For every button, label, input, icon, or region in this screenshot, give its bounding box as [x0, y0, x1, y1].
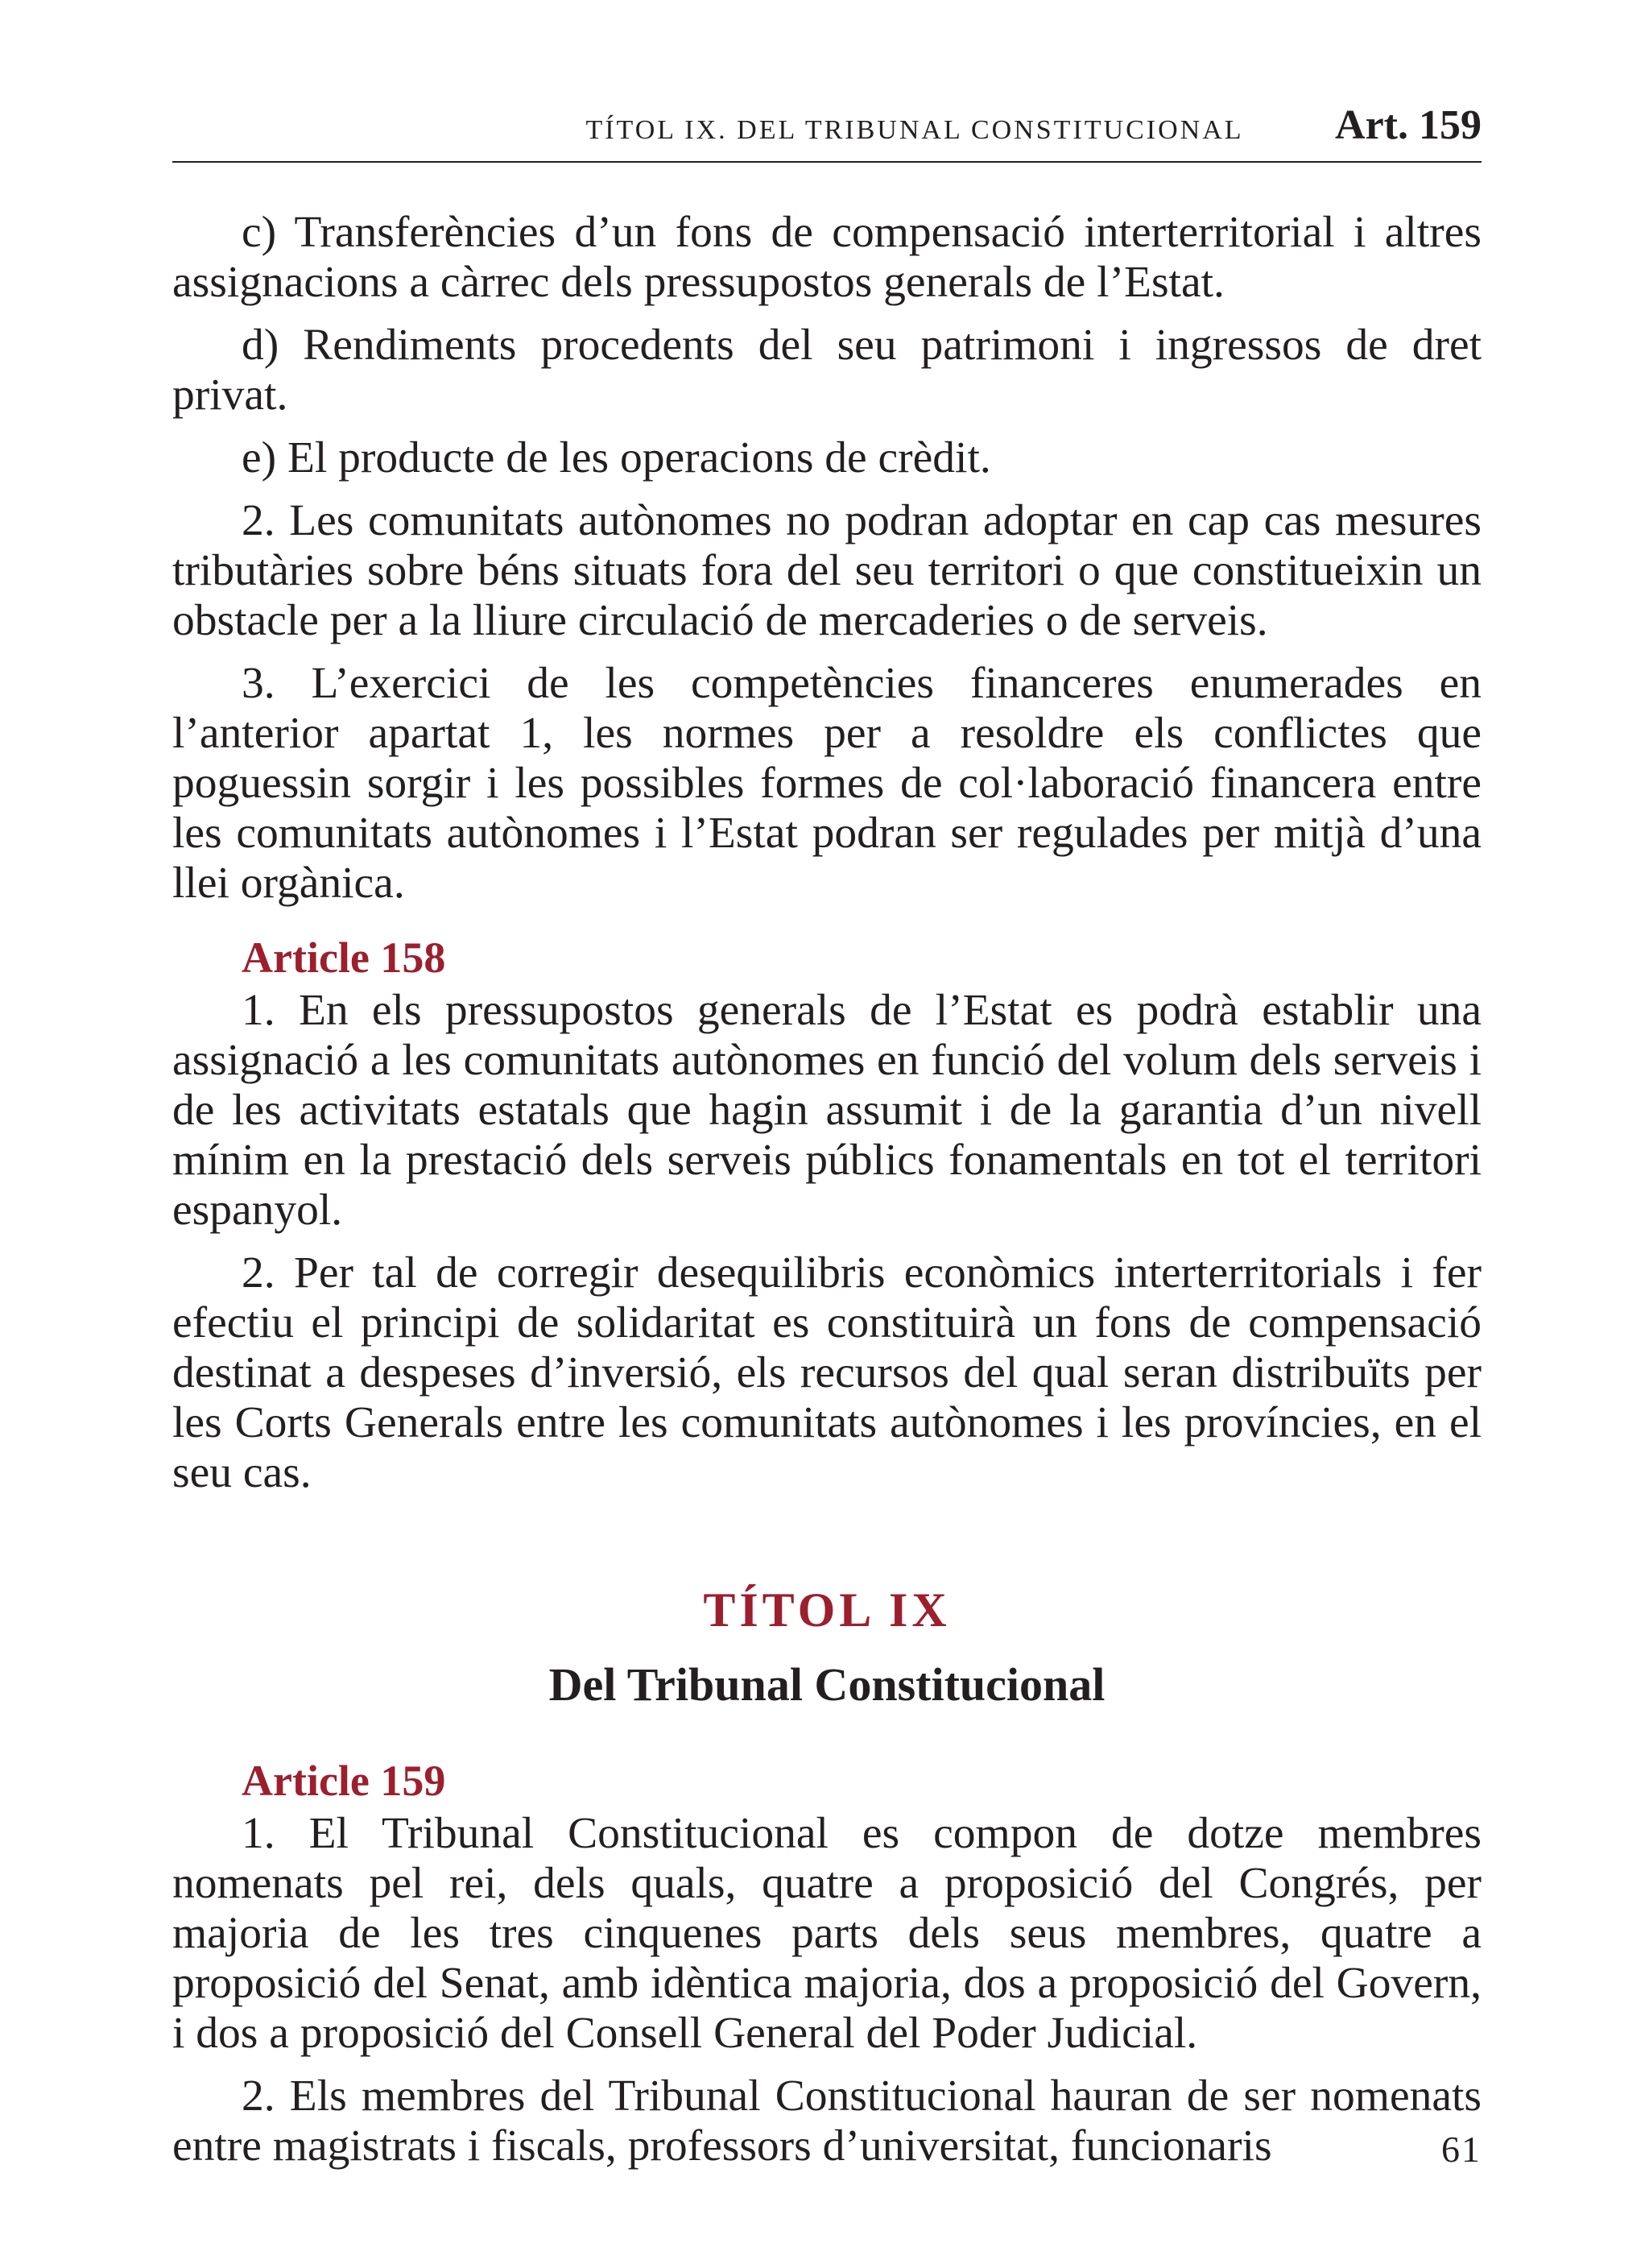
- body-text: [172, 208, 1482, 2184]
- paragraph: 1. En els pressupostos generals de l’Estat es podrà establir una assignació a les comunitats autònomes en funció del volum dels serveis i de les activitats estatals que hagin assumit i de la garantia d’un nivell mínim en la prestació dels serveis públics fonamentals en tot el territori espanyol.: [172, 986, 1482, 1235]
- paragraph: d) Rendiments procedents del seu patrimoni i ingressos de dret privat.: [172, 321, 1482, 420]
- article-reference: Art. 159: [1335, 102, 1482, 148]
- running-head: TÍTOL IX. DEL TRIBUNAL CONSTITUCIONAL: [585, 115, 1244, 145]
- article-158-heading: Article 158: [242, 933, 446, 982]
- article-159-heading: Article 159: [242, 1757, 446, 1805]
- paragraph: 3. L’exercici de les competències financeres enumerades en l’anterior apartat 1, les normes per a resoldre els conflictes que poguessin sorgir i les possibles formes de col·laboració financera entre les comunitats autònomes i l’Estat podran ser regulades per mitjà d’una llei orgànica.: [172, 659, 1482, 908]
- title-subheading: Del Tribunal Constitucional: [548, 1658, 1106, 1711]
- title-heading: TÍTOL IX: [703, 1583, 951, 1637]
- paragraph: e) El producte de les operacions de crèdit.: [242, 433, 991, 482]
- paragraph: 2. Les comunitats autònomes no podran adoptar en cap cas mesures tributàries sobre béns situats fora del seu territori o que constitueixin un obstacle per a la lliure circulació de mercaderies o de serveis.: [172, 496, 1482, 645]
- page-number: 61: [1441, 2129, 1482, 2170]
- paragraph: 1. El Tribunal Constitucional es compon de dotze membres nomenats pel rei, dels quals, quatre a proposició del Congrés, per majoria de les tres cinquenes parts dels seus membres, quatre a proposició del Senat, amb idèntica majoria, dos a proposició del Govern, i dos a proposició del Consell General del Poder Judicial.: [172, 1809, 1482, 2058]
- title-block: [172, 1582, 1482, 1714]
- page-header: [172, 100, 1482, 163]
- paragraph: c) Transferències d’un fons de compensació interterritorial i altres assignacions a càrrec dels pressupostos generals de l’Estat.: [172, 208, 1482, 307]
- paragraph: 2. Els membres del Tribunal Constitucional hauran de ser nomenats entre magistrats i fiscals, professors d’universitat, funcionaris: [172, 2071, 1482, 2171]
- paragraph: 2. Per tal de corregir desequilibris econòmics interterritorials i fer efectiu el principi de solidaritat es constituirà un fons de compensació destinat a despeses d’inversió, els recursos del qual seran distribuïts per les Corts Generals entre les comunitats autònomes i les províncies, en el seu cas.: [172, 1248, 1482, 1497]
